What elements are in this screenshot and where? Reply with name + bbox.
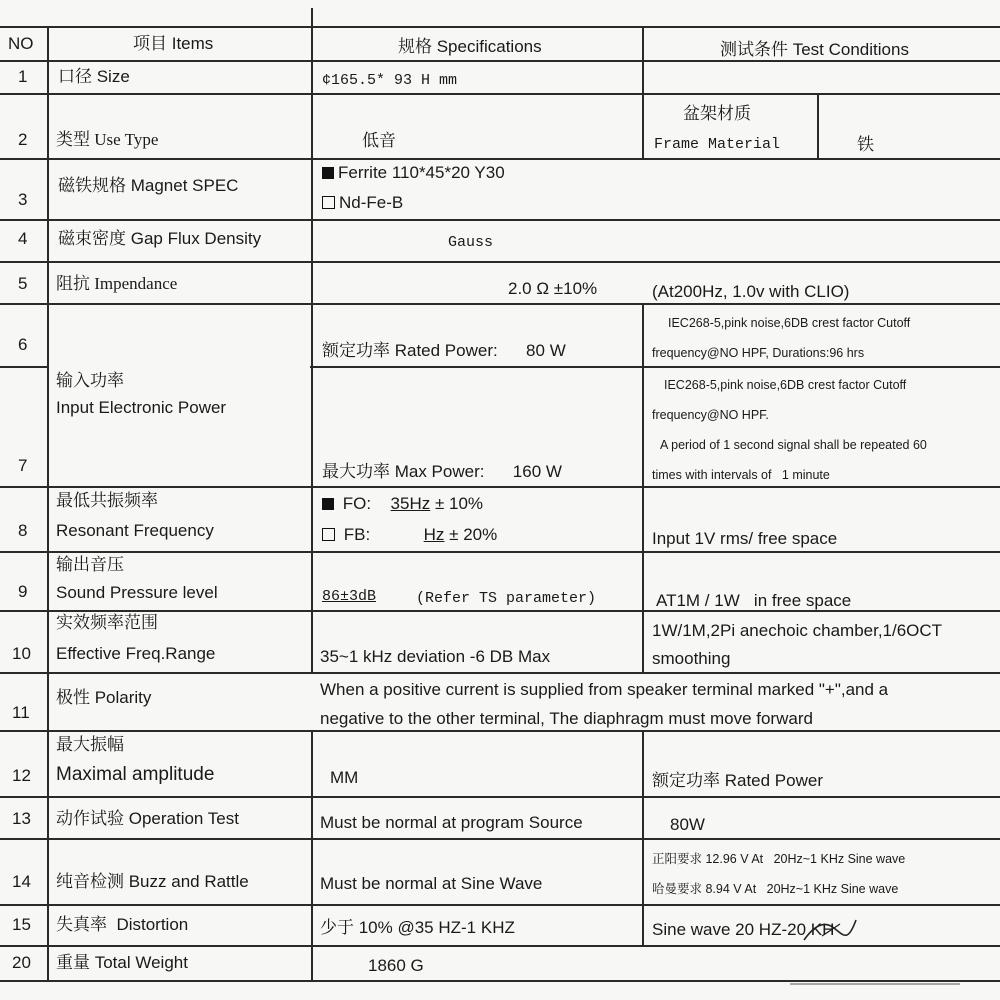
condition-line: A period of 1 second signal shall be repeated 60 [660, 438, 927, 452]
fb-tolerance: ± 20% [449, 525, 498, 544]
row-number: 12 [12, 766, 31, 785]
item-label-en: Sound Pressure level [56, 583, 218, 602]
item-label-cn: 实效频率范围 [56, 613, 158, 632]
spec-value: 低音 [362, 131, 396, 150]
row-number: 15 [12, 915, 31, 934]
unchecked-box-icon [322, 196, 335, 209]
spec-value: Gauss [448, 234, 494, 251]
item-label: 磁铁规格 Magnet SPEC [58, 176, 239, 195]
condition-line: smoothing [652, 649, 731, 668]
row-number: 2 [18, 130, 28, 149]
row-number: 10 [12, 644, 31, 663]
table-column-rule [642, 26, 644, 93]
table-rule [0, 261, 1000, 263]
table-rule [0, 486, 1000, 488]
item-label: 纯音检测 Buzz and Rattle [56, 872, 249, 891]
spec-fb [322, 525, 497, 545]
condition-line: 哈曼要求 8.94 V At 20Hz~1 KHz Sine wave [652, 882, 899, 896]
header-specifications: 规格 Specifications [398, 37, 542, 56]
fo-tolerance: ± 10% [434, 494, 484, 513]
table-rule [0, 838, 1000, 840]
row-number: 14 [12, 872, 31, 891]
row-number: 9 [18, 582, 28, 601]
item-label-cn: 最大振幅 [56, 735, 124, 754]
item-label: 类型 Use Type [56, 130, 159, 149]
scan-mark [790, 983, 960, 985]
item-label-cn: 最低共振频率 [56, 491, 158, 510]
item-label: 阻抗 Impendance [56, 274, 178, 293]
spec-ferrite-text: Ferrite 110*45*20 Y30 [338, 163, 505, 182]
spec-fo [322, 494, 483, 514]
row-number: 8 [18, 521, 28, 540]
table-column-rule [47, 26, 49, 980]
spec-line: negative to the other terminal, The diaphragm must move forward [320, 709, 813, 728]
item-label: 重量 Total Weight [56, 953, 188, 972]
item-label-en: Input Electronic Power [56, 398, 227, 417]
table-column-rule [311, 8, 313, 672]
spec-ndfeb-text: Nd-Fe-B [339, 193, 404, 212]
spec-ndfeb [322, 193, 403, 213]
row-number: 3 [18, 190, 28, 209]
item-label-en: Effective Freq.Range [56, 644, 216, 663]
spec-value: 2.0 Ω ±10% [508, 279, 598, 298]
item-label: 口径 Size [58, 67, 130, 86]
item-label: 失真率 Distortion [56, 915, 189, 934]
condition-line: times with intervals of 1 minute [652, 468, 830, 482]
handwritten-strike-mark [800, 912, 860, 948]
spec-value: 86±3dB [322, 588, 377, 605]
checked-box-icon [322, 167, 334, 179]
table-border-bottom [0, 980, 1000, 982]
condition-line: IEC268-5,pink noise,6DB crest factor Cutoff [668, 316, 911, 330]
table-rule [0, 219, 1000, 221]
row-number: 1 [18, 67, 28, 86]
condition-line: 正阳要求 12.96 V At 20Hz~1 KHz Sine wave [652, 852, 906, 866]
checked-box-icon [322, 498, 334, 510]
spec-value: 额定功率 Rated Power: 80 W [322, 341, 566, 360]
condition-value: 额定功率 Rated Power [652, 771, 823, 790]
table-rule [0, 672, 1000, 674]
header-test-conditions: 测试条件 Test Conditions [720, 40, 909, 59]
table-rule [0, 93, 1000, 95]
spec-value: MM [330, 768, 359, 787]
table-rule [0, 60, 1000, 62]
table-rule [0, 303, 1000, 305]
header-no: NO [8, 34, 34, 53]
row-number: 13 [12, 809, 31, 828]
fb-value: Hz [423, 525, 445, 544]
fo-label: FO: [342, 494, 372, 513]
condition-line: frequency@NO HPF. [652, 408, 769, 422]
condition-line: frequency@NO HPF, Durations:96 hrs [652, 346, 865, 360]
table-column-rule [311, 730, 313, 980]
item-label: 磁束密度 Gap Flux Density [58, 229, 262, 248]
table-border-top [0, 26, 1000, 28]
table-rule [0, 904, 1000, 906]
spec-value: ¢165.5* 93 H mm [322, 72, 458, 89]
table-rule [0, 730, 1000, 732]
spec-note: (Refer TS parameter) [416, 590, 597, 607]
row-number: 6 [18, 335, 28, 354]
table-rule [0, 796, 1000, 798]
table-rule [0, 158, 1000, 160]
item-label-cn: 输出音压 [56, 555, 124, 574]
row-number: 20 [12, 953, 31, 972]
spec-value: Must be normal at Sine Wave [320, 874, 543, 893]
condition-label-cn: 盆架材质 [683, 104, 751, 123]
row-number: 4 [18, 229, 28, 248]
condition-line: IEC268-5,pink noise,6DB crest factor Cutoff [664, 378, 907, 392]
item-label-en: Maximal amplitude [56, 764, 215, 785]
condition-value: 铁 [857, 135, 874, 154]
item-label-cn: 输入功率 [56, 371, 124, 390]
item-label-en: Resonant Frequency [56, 521, 214, 540]
table-column-rule [642, 730, 644, 945]
row-number: 11 [12, 703, 30, 722]
spec-value: Must be normal at program Source [320, 813, 583, 832]
spec-value: 1860 G [368, 956, 424, 975]
table-rule [0, 366, 48, 368]
row-number: 5 [18, 274, 28, 293]
condition-value: Sine wave 20 HZ-20 KH [652, 920, 835, 939]
spec-ferrite [322, 163, 505, 183]
condition-value: Input 1V rms/ free space [652, 529, 838, 548]
condition-value: AT1M / 1W in free space [656, 591, 852, 610]
condition-label-en: Frame Material [654, 136, 781, 153]
header-items: 项目 Items [133, 34, 214, 53]
condition-value: (At200Hz, 1.0v with CLIO) [652, 282, 850, 301]
spec-value: 少于 10% @35 HZ-1 KHZ [320, 918, 515, 937]
table-rule [0, 551, 1000, 553]
fb-label: FB: [343, 525, 371, 544]
table-column-rule [642, 303, 644, 672]
spec-value: 35~1 kHz deviation -6 DB Max [320, 647, 551, 666]
fo-value: 35Hz [390, 494, 431, 513]
item-label: 动作试验 Operation Test [56, 809, 239, 828]
spec-value: 最大功率 Max Power: 160 W [322, 462, 562, 481]
row-number: 7 [18, 456, 28, 475]
table-rule [310, 366, 1000, 368]
spec-line: When a positive current is supplied from speaker terminal marked "+",and a [320, 680, 889, 699]
item-label: 极性 Polarity [56, 688, 152, 707]
condition-value: 80W [670, 815, 705, 834]
condition-line: 1W/1M,2Pi anechoic chamber,1/6OCT [652, 621, 943, 640]
unchecked-box-icon [322, 528, 335, 541]
table-column-rule [642, 93, 644, 158]
table-column-rule [817, 93, 819, 158]
